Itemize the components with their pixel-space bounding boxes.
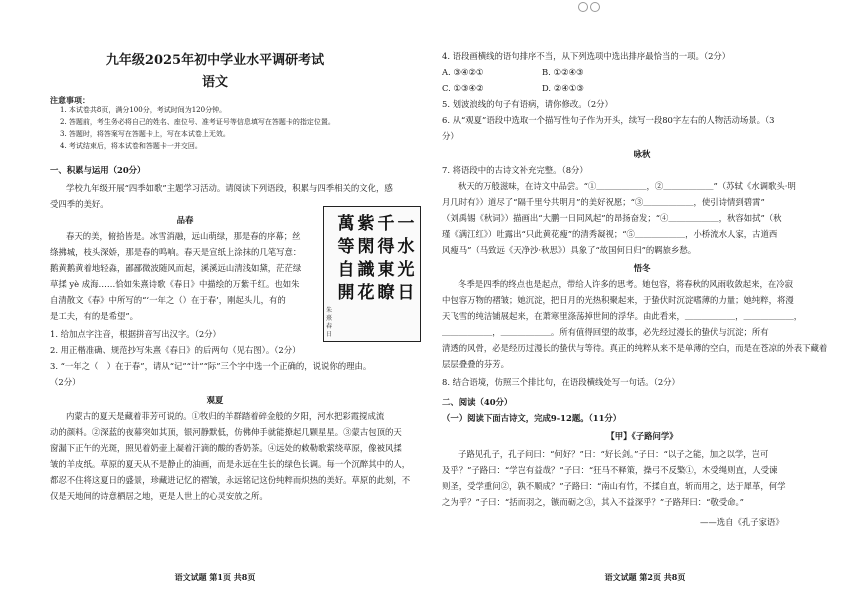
summer-line-1: 内蒙古的夏天是藏着菲芳可说的。①牧归的羊群踏着碎金般的夕阳，河水把彩霞搅成流 bbox=[66, 411, 385, 421]
subject-title: 语文 bbox=[201, 75, 228, 90]
q4-option-c: C. ①③④② bbox=[442, 83, 484, 93]
calligraphy-col-2: 千得東瞭 bbox=[377, 214, 395, 303]
reading-part-1: （一）阅读下面古诗文，完成9-12题。（11分） bbox=[442, 413, 622, 423]
question-3-points: （2分） bbox=[50, 377, 81, 387]
binding-ring-1 bbox=[578, 2, 588, 12]
winter-line-3: 天飞雪的纯洁铺展起来，在萧寒里涤荡掉世间的浮华。由此看来，＿＿＿＿＿＿，＿＿＿＿＿＿， bbox=[442, 311, 803, 321]
calligraphy-col-3: 紫閑識花 bbox=[357, 214, 375, 303]
section2-heading: 二、阅读（40分） bbox=[442, 397, 513, 407]
spring-line-5: 自清散文《春》中所写的“‘一年之（）在于春’，刚起头儿，有的 bbox=[50, 295, 286, 305]
spring-line-1: 春天的美，俯拾皆是。冰雪消融，远山萌绿，那是春的序幕；丝 bbox=[66, 231, 301, 241]
spring-line-6: 是工夫，有的是希望”。 bbox=[50, 311, 139, 321]
summer-line-4: 皱的羊皮纸。草原的夏天从不是静止的油画，而是永远在生长的绿色长调。每一个沉醉其中的人， bbox=[50, 459, 411, 469]
autumn-line-4: 瑾《满江红》）吐露出“只此黄花瘦”的清秀凝视；“⑤＿＿＿＿＿＿，小桥流水人家，古道西 bbox=[442, 229, 778, 239]
page-footer-1: 语文试题 第1页 共8页 bbox=[174, 572, 256, 582]
notice-2: 2. 答题前，考生务必将自己的姓名、座位号、准考证号等信息填写在答题卡的指定位置。 bbox=[60, 118, 335, 126]
question-6-points: 分） bbox=[442, 131, 459, 141]
winter-line-6: 层层叠叠的芬芳。 bbox=[442, 359, 509, 369]
q4-option-d: D. ②④①③ bbox=[542, 83, 584, 93]
calligraphy-col-4: 萬等自開 bbox=[337, 214, 355, 303]
question-4: 4. 语段画横线的语句排序不当，从下列选项中选出排序最恰当的一项。（2分） bbox=[442, 51, 731, 61]
notice-1: 1. 本试卷共8页，满分100分，考试时间为120分钟。 bbox=[60, 106, 227, 114]
calligraphy-col-1: 一水光日 bbox=[397, 214, 415, 303]
autumn-line-1: 秋天的万般滋味，在诗文中品尝。“①＿＿＿＿＿＿，②＿＿＿＿＿＿”（苏轼《水调歌头·明 bbox=[458, 181, 796, 191]
autumn-title: 咏秋 bbox=[633, 149, 651, 159]
notice-heading: 注意事项： bbox=[50, 95, 90, 105]
spring-line-3: 鹅黄鹅黄着地轻淼，鄙鄙微波随风而起，溪溪远山清浅如黛，茫茫绿 bbox=[50, 263, 302, 273]
question-7: 7. 将语段中的古诗文补充完整。（8分） bbox=[442, 165, 588, 175]
question-2: 2. 用正楷准确、规范抄写朱熹《春日》的后两句（见右图）。（2分） bbox=[50, 345, 301, 355]
right-page bbox=[430, 0, 860, 612]
passage-line-1: 子路见孔子，孔子问曰：“何好？”曰：“好长剑。”子曰：“以子之能，加之以学，岂可 bbox=[458, 449, 769, 459]
q4-option-b: B. ①②④③ bbox=[542, 67, 584, 77]
winter-line-4: ＿＿＿＿＿＿，＿＿＿＿＿＿。所有值得回望的故事，必先经过漫长的蛰伏与沉淀；所有 bbox=[442, 327, 769, 337]
summer-line-6: 仅是天地间的诗意栖居之地，更是人世上的心灵安放之所。 bbox=[50, 491, 268, 501]
spring-line-4: 草揉 yè 成海……恰如朱熹诗歌《春日》中描绘的万紫千红。也如朱 bbox=[50, 279, 300, 289]
question-8: 8. 结合语境，仿照三个排比句，在语段横线处写一句话。（2分） bbox=[442, 377, 680, 387]
intro-line-1: 学校九年级开展“四季如歌”主题学习活动。请阅读下列语段，积累与四季相关的文化，感 bbox=[66, 183, 393, 193]
winter-line-2: 中包容万物的褶皱；她沉淀，把日月的光热积聚起来，于蛰伏时沉淀嗜薄的力量；她纯粹，将漫 bbox=[442, 295, 794, 305]
notice-3: 3. 答题时，将答案写在答题卡上，写在本试卷上无效。 bbox=[60, 130, 230, 138]
passage-line-3: 则圣，受学重问②，孰不顺成？”子路曰：“南山有竹，不揉自直，斩而用之，达于犀革，何学 bbox=[442, 481, 786, 491]
question-5: 5. 划波浪线的句子有语病，请你修改。（2分） bbox=[442, 99, 613, 109]
autumn-line-3: （刘禹锡《秋词》）描画出“大鹏一日同风起”的昂扬奋发；“④＿＿＿＿＿＿，秋容如拭”（秋 bbox=[442, 213, 782, 223]
summer-line-2: 动的颜料。②深蓝的夜幕突如其顶，银河静默低，仿佛伸手就能撩起几颗星星。③蒙古包顶的天 bbox=[50, 427, 402, 437]
notice-4: 4. 考试结束后，将本试卷和答题卡一并交回。 bbox=[60, 142, 202, 150]
passage-line-4: 之为乎？”子曰：“括而羽之，镞而砺之③，其入不益深乎？”子路拜曰：“敬受命。” bbox=[442, 497, 744, 507]
calligraphy-image bbox=[323, 206, 421, 342]
passage-source: ——选自《孔子家语》 bbox=[700, 517, 784, 527]
winter-title: 悟冬 bbox=[633, 263, 651, 273]
binding-ring-2 bbox=[590, 2, 600, 12]
passage-line-2: 及乎？”子路曰：“学岂有益哉？”子曰：“狂马不释策，操弓不反檠①，木受绳则直，人受谏 bbox=[442, 465, 778, 475]
summer-line-5: 都忍不住将这夏日的盛景，珍藏进记忆的褶皱，永远铭记这份纯粹而炽热的美好。草原的此刻，不 bbox=[50, 475, 411, 485]
summer-line-3: 窗漏下正午的光斑，照见着奶壶上凝着汗滴的酸的香奶茶。④远处的敕勒歌萦绕草原，像被风揉 bbox=[50, 443, 402, 453]
q4-option-a: A. ③④②① bbox=[442, 67, 484, 77]
autumn-line-2: 月几时有》）道尽了“隔千里兮共明月”的美好祝愿；“③＿＿＿＿＿＿，使引诗情到碧霄” bbox=[442, 197, 765, 207]
question-6: 6. 从“观夏”语段中选取一个描写性句子作为开头，续写一段80字左右的人物活动场景。（3 bbox=[442, 115, 775, 125]
intro-line-2: 受四季的美好。 bbox=[50, 199, 109, 209]
summer-title: 观夏 bbox=[206, 395, 224, 405]
spring-line-2: 绦拂城，枝头深娇，那是春的鸣响。春天是宣纸上涂抹的几笔写意： bbox=[50, 247, 302, 257]
question-1: 1. 给加点字注音，根据拼音写出汉字。（2分） bbox=[50, 329, 221, 339]
section1-heading: 一、积累与运用（20分） bbox=[50, 165, 146, 175]
spring-title: 品春 bbox=[176, 215, 194, 225]
calligraphy-seal: 朱熹 春日 bbox=[326, 307, 333, 338]
page-footer-2: 语文试题 第2页 共8页 bbox=[604, 572, 686, 582]
winter-line-5: 清透的风骨，必是经历过漫长的蛰伏与等待。真正的纯粹从来不是单薄的空白，而是在苍凉的外表下藏着 bbox=[442, 343, 828, 353]
winter-line-1: 冬季是四季的终点也是起点，带给人许多的思考。她包容，将春秋的风雨收敛起来，在冷寂 bbox=[458, 279, 793, 289]
passage-title: 【甲】《子路问学》 bbox=[606, 431, 678, 441]
question-3: 3. “一年之（ ）在于春”，请从“记”“计”“际”三个字中选一个正确的，说说你的理由。 bbox=[50, 361, 372, 371]
exam-title: 九年级2025年初中学业水平调研考试 bbox=[105, 53, 325, 68]
autumn-line-5: 风瘦马”（马致远《天净沙·秋思》）具象了“故国何日归”的羁旅乡愁。 bbox=[442, 245, 697, 255]
